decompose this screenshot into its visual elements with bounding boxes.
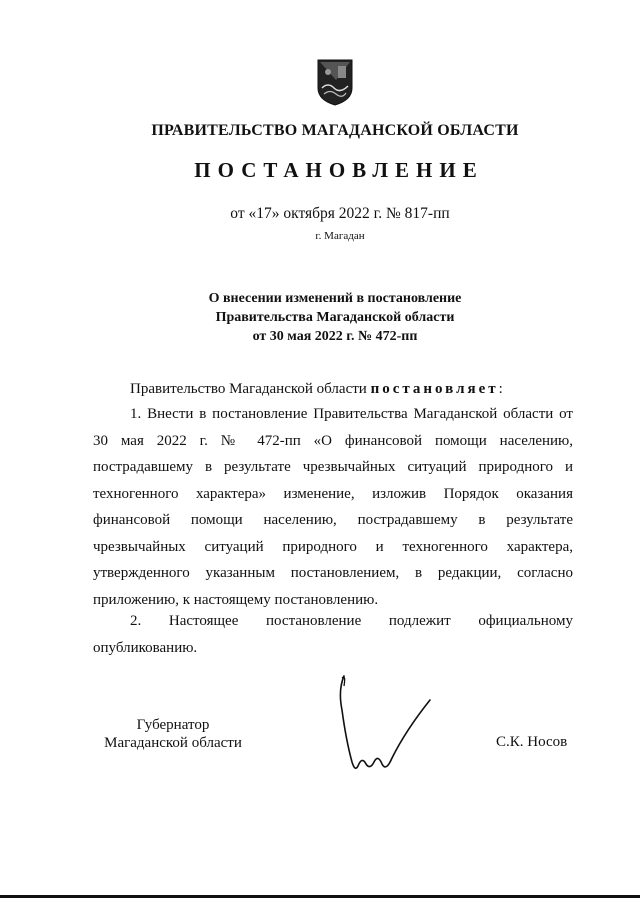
signer-title bbox=[98, 716, 248, 752]
magadan-coat-of-arms-icon bbox=[316, 58, 354, 106]
document-type: ПОСТАНОВЛЕНИЕ bbox=[194, 158, 484, 182]
document-subject bbox=[0, 289, 640, 346]
document-city: г. Магадан bbox=[315, 230, 365, 242]
document-date-number: от «17» октября 2022 г. № 817-пп bbox=[230, 205, 450, 222]
subject-line-3: от 30 мая 2022 г. № 472-пп bbox=[252, 329, 418, 344]
paragraph-2-line-1: 2. Настоящее постановление подлежит официальному bbox=[130, 613, 573, 629]
intro-paragraph bbox=[93, 376, 573, 403]
paragraph-2-line-2: опубликованию. bbox=[93, 639, 198, 656]
bottom-rule bbox=[0, 895, 640, 898]
intro-prefix: Правительство Магаданской области bbox=[130, 381, 367, 397]
signer-title-line-2: Магаданской области bbox=[104, 735, 242, 751]
paragraph-2 bbox=[93, 608, 573, 661]
intro-suffix: : bbox=[498, 381, 503, 397]
government-name: ПРАВИТЕЛЬСТВО МАГАДАНСКОЙ ОБЛАСТИ bbox=[151, 122, 519, 139]
signer-title-line-1: Губернатор bbox=[136, 717, 210, 733]
subject-line-1: О внесении изменений в постановление bbox=[208, 291, 462, 306]
signer-name: С.К. Носов bbox=[496, 734, 568, 750]
decree-word: постановляет bbox=[370, 381, 499, 397]
handwritten-signature bbox=[330, 670, 440, 780]
paragraph-1: 1. Внести в постановление Правительства Магаданской области от 30 мая 2022 г. № 472-пп «О финансовой помощи населению, пострадавшему в результате чрезвычайных ситуаций природного и техногенного характера» изменение, изложив Порядок оказания финансовой помощи населению, пострадавшему в результате чрезвычайных ситуаций природного и техногенного характера, утвержденного указанным постановлением, в редакции, согласно приложению, к настоящему постановлению. bbox=[93, 406, 573, 608]
subject-line-2: Правительства Магаданской области bbox=[215, 310, 455, 325]
